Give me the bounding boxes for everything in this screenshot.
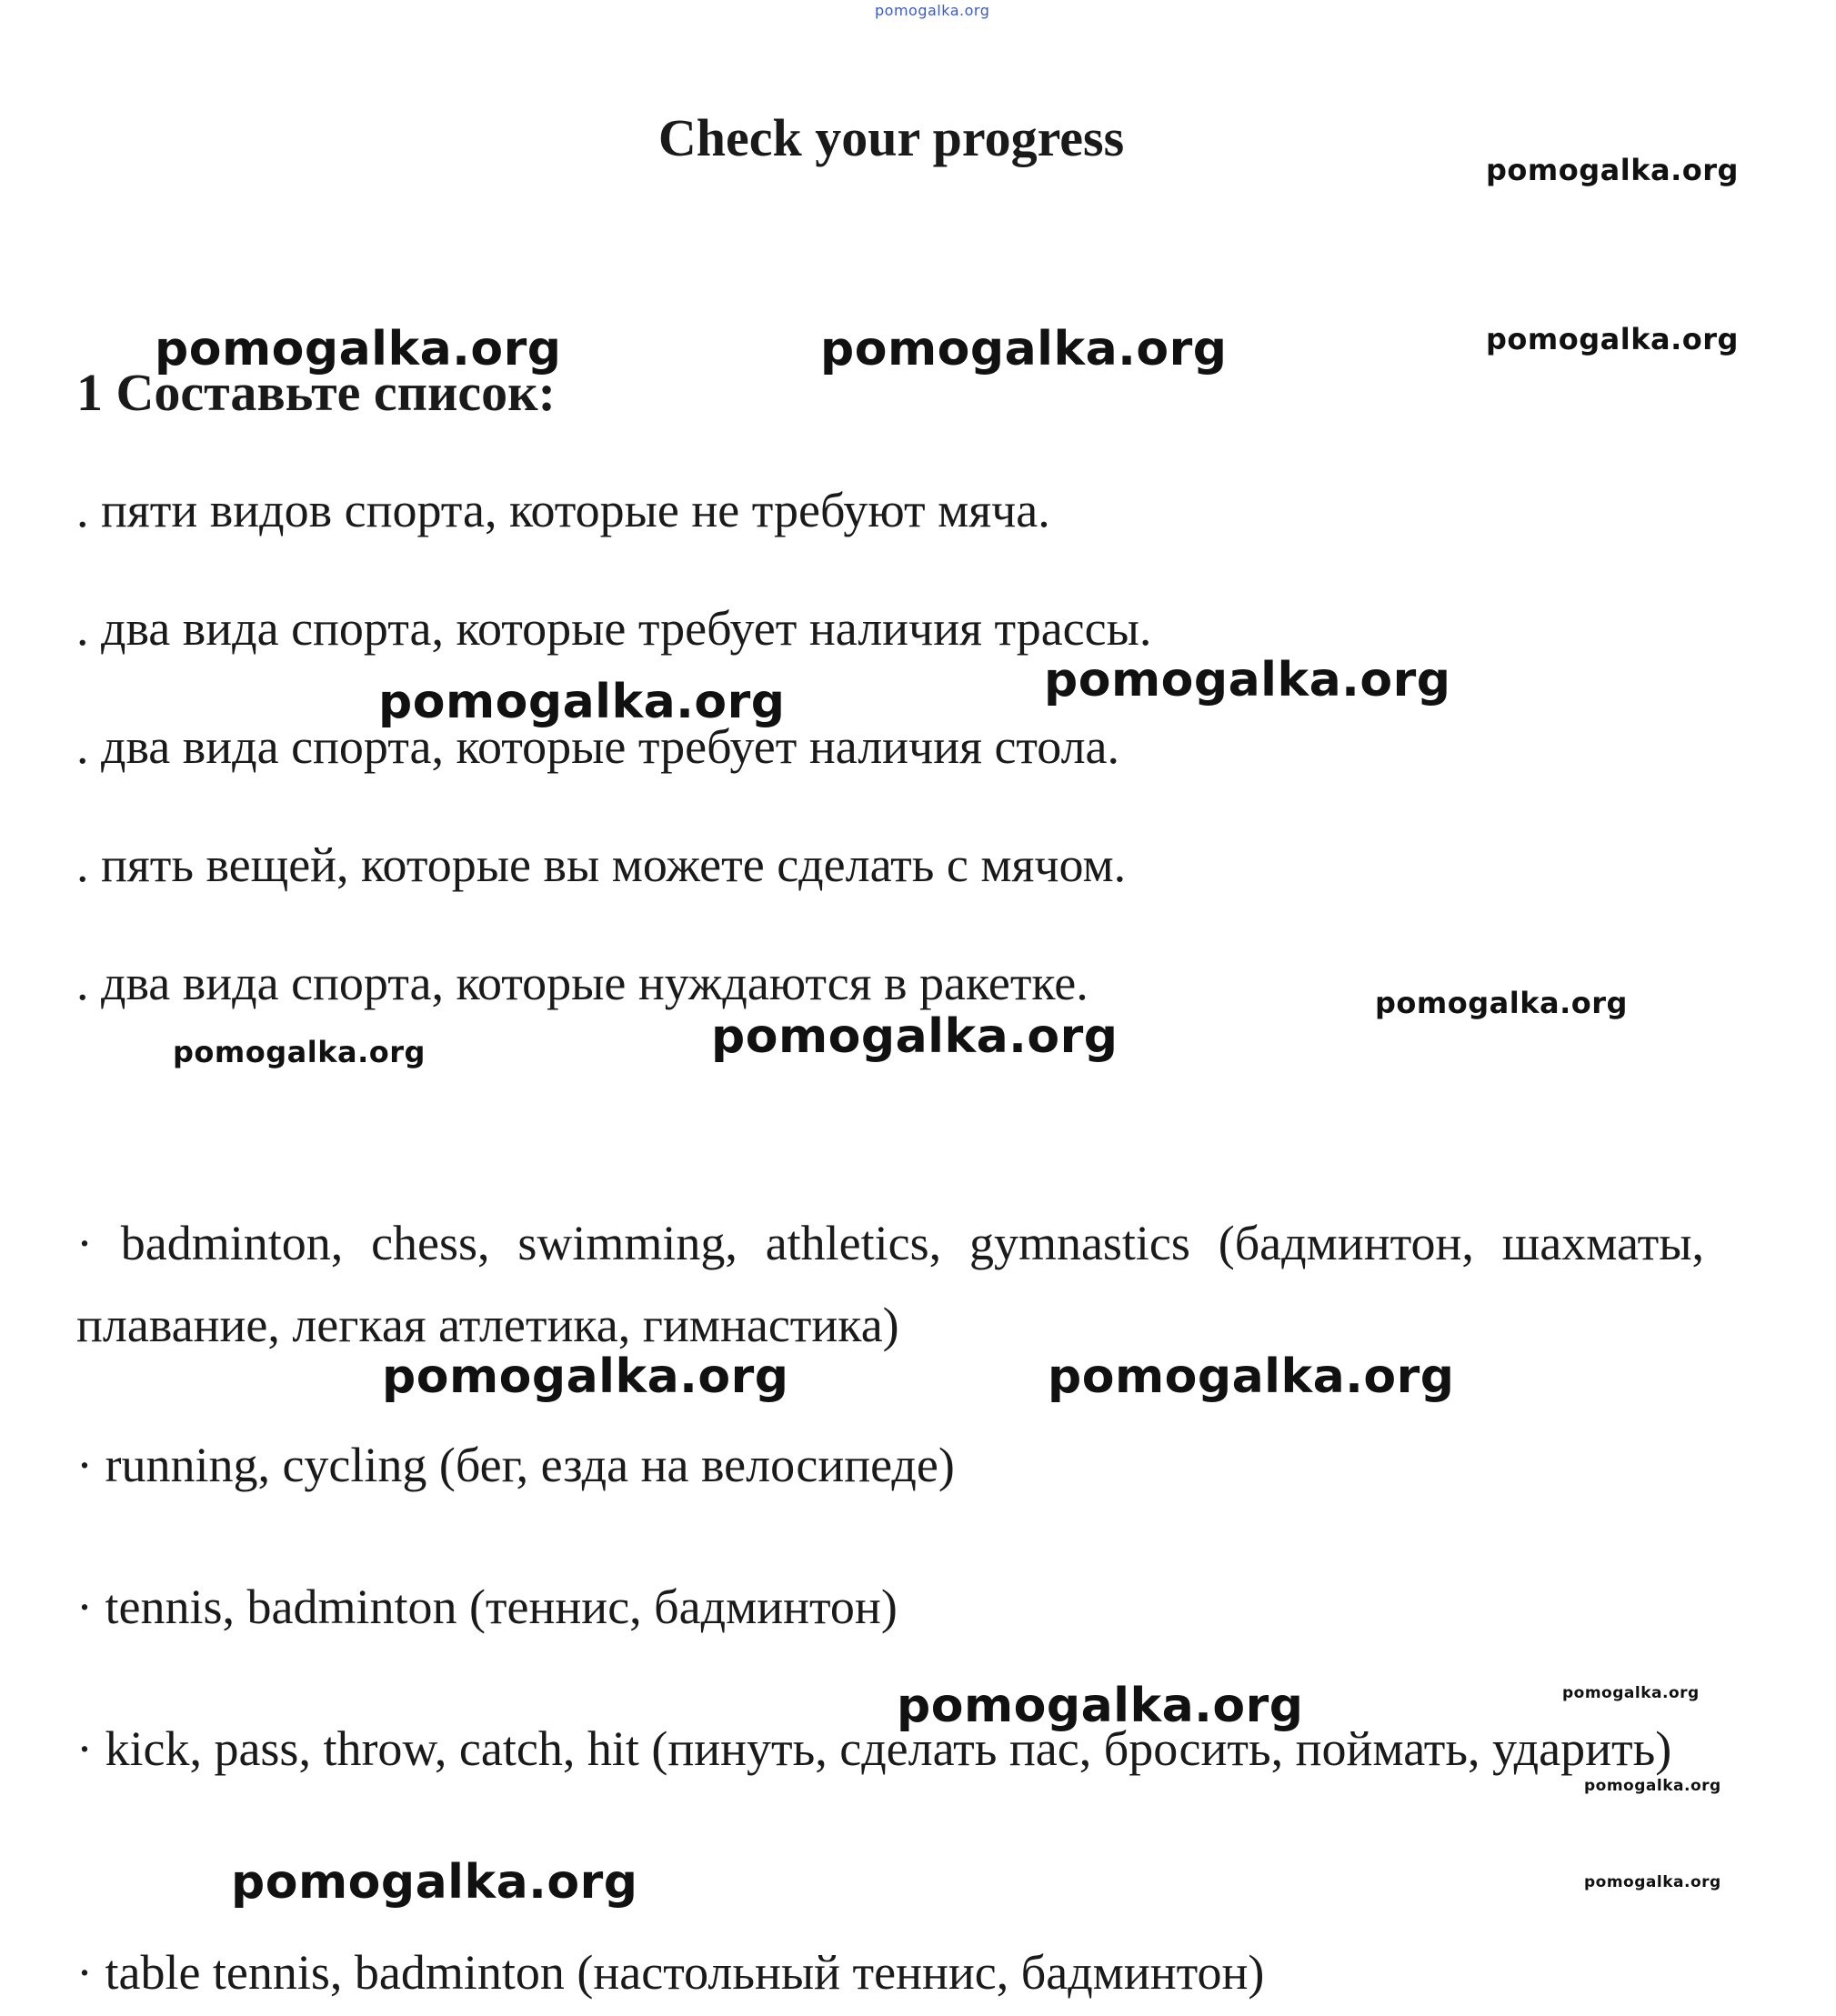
- watermark: pomogalka.org: [378, 675, 786, 729]
- watermark: pomogalka.org: [382, 1349, 789, 1404]
- watermark: pomogalka.org: [1562, 1684, 1700, 1702]
- answer-item: · kick, pass, throw, catch, hit (пинуть, сделать пас, бросить, поймать, ударить): [76, 1721, 1672, 1776]
- watermark: pomogalka.org: [820, 322, 1228, 376]
- watermark: pomogalka.org: [155, 322, 562, 376]
- watermark: pomogalka.org: [897, 1679, 1304, 1733]
- task-item: . пяти видов спорта, которые не требуют мяча.: [76, 483, 1050, 537]
- watermark: pomogalka.org: [1375, 986, 1628, 1020]
- answer-item: · tennis, badminton (теннис, бадминтон): [76, 1580, 898, 1634]
- exercise-heading: 1 Составьте список:: [76, 363, 556, 422]
- task-item: . два вида спорта, которые нуждаются в ракетке.: [76, 956, 1089, 1010]
- watermark: pomogalka.org: [1486, 153, 1739, 187]
- task-item: . пять вещей, которые вы можете сделать с мячом.: [76, 837, 1127, 892]
- task-item: . два вида спорта, которые требует наличия трассы.: [76, 601, 1152, 656]
- watermark: pomogalka.org: [1486, 322, 1739, 356]
- watermark: pomogalka.org: [1044, 653, 1451, 707]
- watermark: pomogalka.org: [173, 1035, 426, 1069]
- watermark: pomogalka.org: [1584, 1777, 1721, 1795]
- watermark: pomogalka.org: [231, 1855, 638, 1910]
- task-item: . два вида спорта, которые требует наличия стола.: [76, 719, 1119, 774]
- watermark: pomogalka.org: [711, 1009, 1119, 1064]
- watermark: pomogalka.org: [1048, 1349, 1455, 1404]
- answer-item: · badminton, chess, swimming, athletics, gymnastics (бадминтон, шахматы, плавание, легкая атлетика, гимнастика): [76, 1216, 1704, 1352]
- answer-item: · table tennis, badminton (настольный теннис, бадминтон): [76, 1945, 1265, 2000]
- watermark: pomogalka.org: [875, 2, 990, 19]
- watermark: pomogalka.org: [1584, 1873, 1721, 1891]
- answer-item: · running, cycling (бег, езда на велосипеде): [76, 1438, 955, 1492]
- page-title: Check your progress: [657, 108, 1125, 167]
